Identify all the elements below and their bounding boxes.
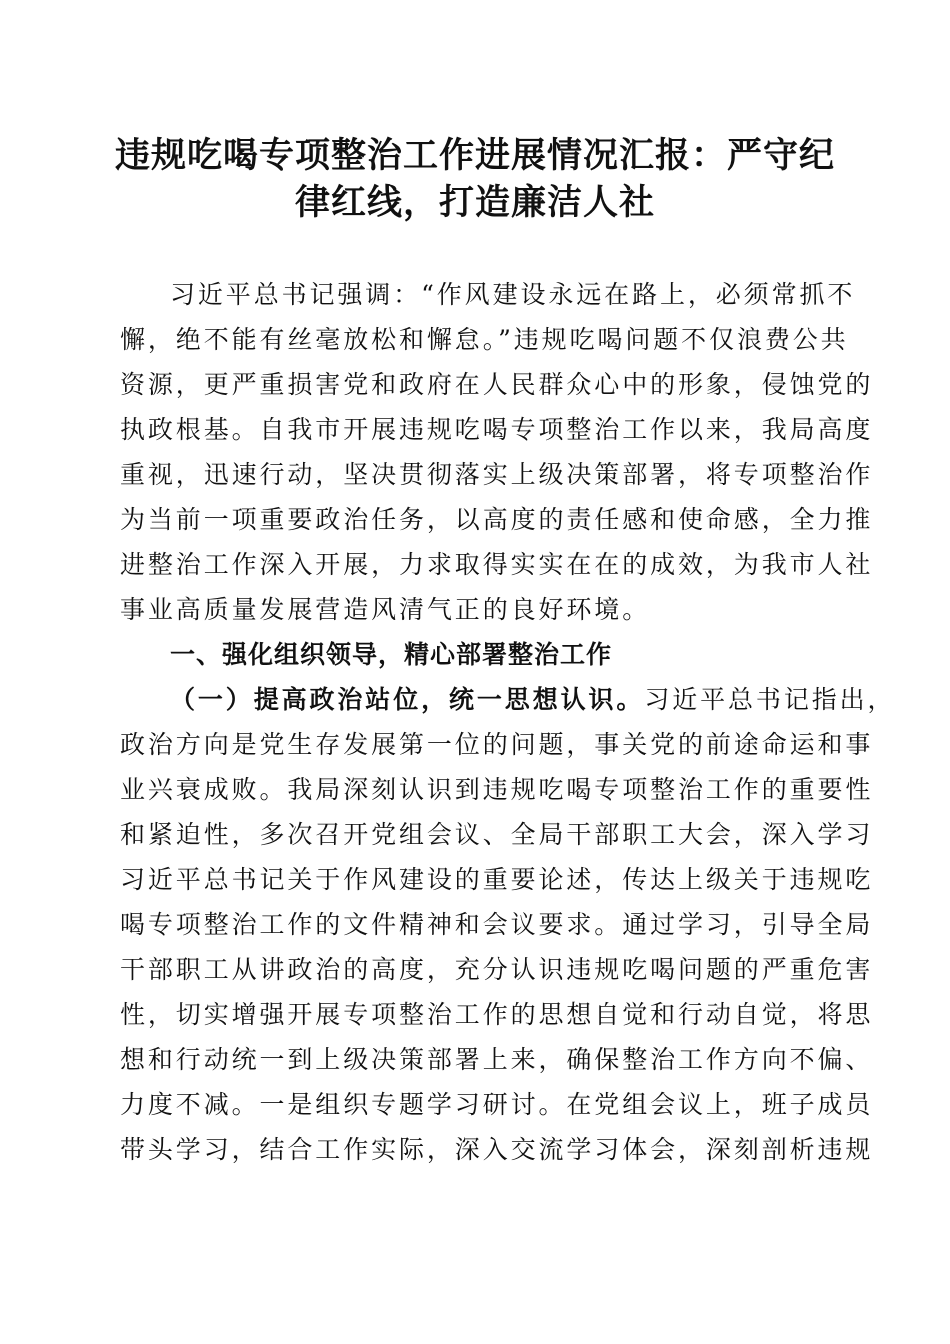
paragraph-line: 为当前一项重要政治任务，以高度的责任感和使命感，全力推 bbox=[120, 505, 874, 534]
document-title bbox=[100, 133, 850, 227]
document-body bbox=[120, 272, 896, 1172]
paragraph-line: 和紧迫性，多次召开党组会议、全局干部职工大会，深入学习 bbox=[120, 820, 874, 849]
paragraph-line: 带头学习，结合工作实际，深入交流学习体会，深刻剖析违规 bbox=[120, 1135, 874, 1164]
paragraph-line: 懈，绝不能有丝毫放松和懈怠。”违规吃喝问题不仅浪费公共 bbox=[120, 325, 849, 354]
subsection-lead: （一）提高政治站位，统一思想认识。 bbox=[170, 685, 645, 714]
paragraph-line: 事业高质量发展营造风清气正的良好环境。 bbox=[120, 595, 651, 624]
title-line-1: 违规吃喝专项整治工作进展情况汇报：严守纪 bbox=[114, 136, 835, 176]
paragraph-line: 喝专项整治工作的文件精神和会议要求。通过学习，引导全局 bbox=[120, 910, 874, 939]
paragraph-line: 重视，迅速行动，坚决贯彻落实上级决策部署，将专项整治作 bbox=[120, 460, 874, 489]
paragraph-line: 习近平总书记强调：“作风建设永远在路上，必须常抓不 bbox=[170, 280, 856, 309]
title-line-2: 律红线，打造廉洁人社 bbox=[294, 183, 655, 223]
paragraph-line: 习近平总书记关于作风建设的重要论述，传达上级关于违规吃 bbox=[120, 865, 874, 894]
paragraph-line: 业兴衰成败。我局深刻认识到违规吃喝专项整治工作的重要性 bbox=[120, 775, 874, 804]
paragraph-line: 政治方向是党生存发展第一位的问题，事关党的前途命运和事 bbox=[120, 730, 874, 759]
intro-paragraph bbox=[120, 272, 874, 632]
paragraph-line: 资源，更严重损害党和政府在人民群众心中的形象，侵蚀党的 bbox=[120, 370, 874, 399]
subsection-first-line-rest: 习近平总书记指出， bbox=[644, 685, 896, 714]
section-heading-1: 一、强化组织领导，精心部署整治工作 bbox=[170, 640, 613, 669]
subsection-1-paragraph bbox=[120, 677, 896, 1172]
paragraph-line: 力度不减。一是组织专题学习研讨。在党组会议上，班子成员 bbox=[120, 1090, 874, 1119]
paragraph-line bbox=[120, 677, 896, 722]
paragraph-line: 性，切实增强开展专项整治工作的思想自觉和行动自觉，将思 bbox=[120, 1000, 874, 1029]
paragraph-line: 想和行动统一到上级决策部署上来，确保整治工作方向不偏、 bbox=[120, 1045, 874, 1074]
paragraph-line: 执政根基。自我市开展违规吃喝专项整治工作以来，我局高度 bbox=[120, 415, 874, 444]
paragraph-line: 进整治工作深入开展，力求取得实实在在的成效，为我市人社 bbox=[120, 550, 874, 579]
paragraph-line: 干部职工从讲政治的高度，充分认识违规吃喝问题的严重危害 bbox=[120, 955, 874, 984]
